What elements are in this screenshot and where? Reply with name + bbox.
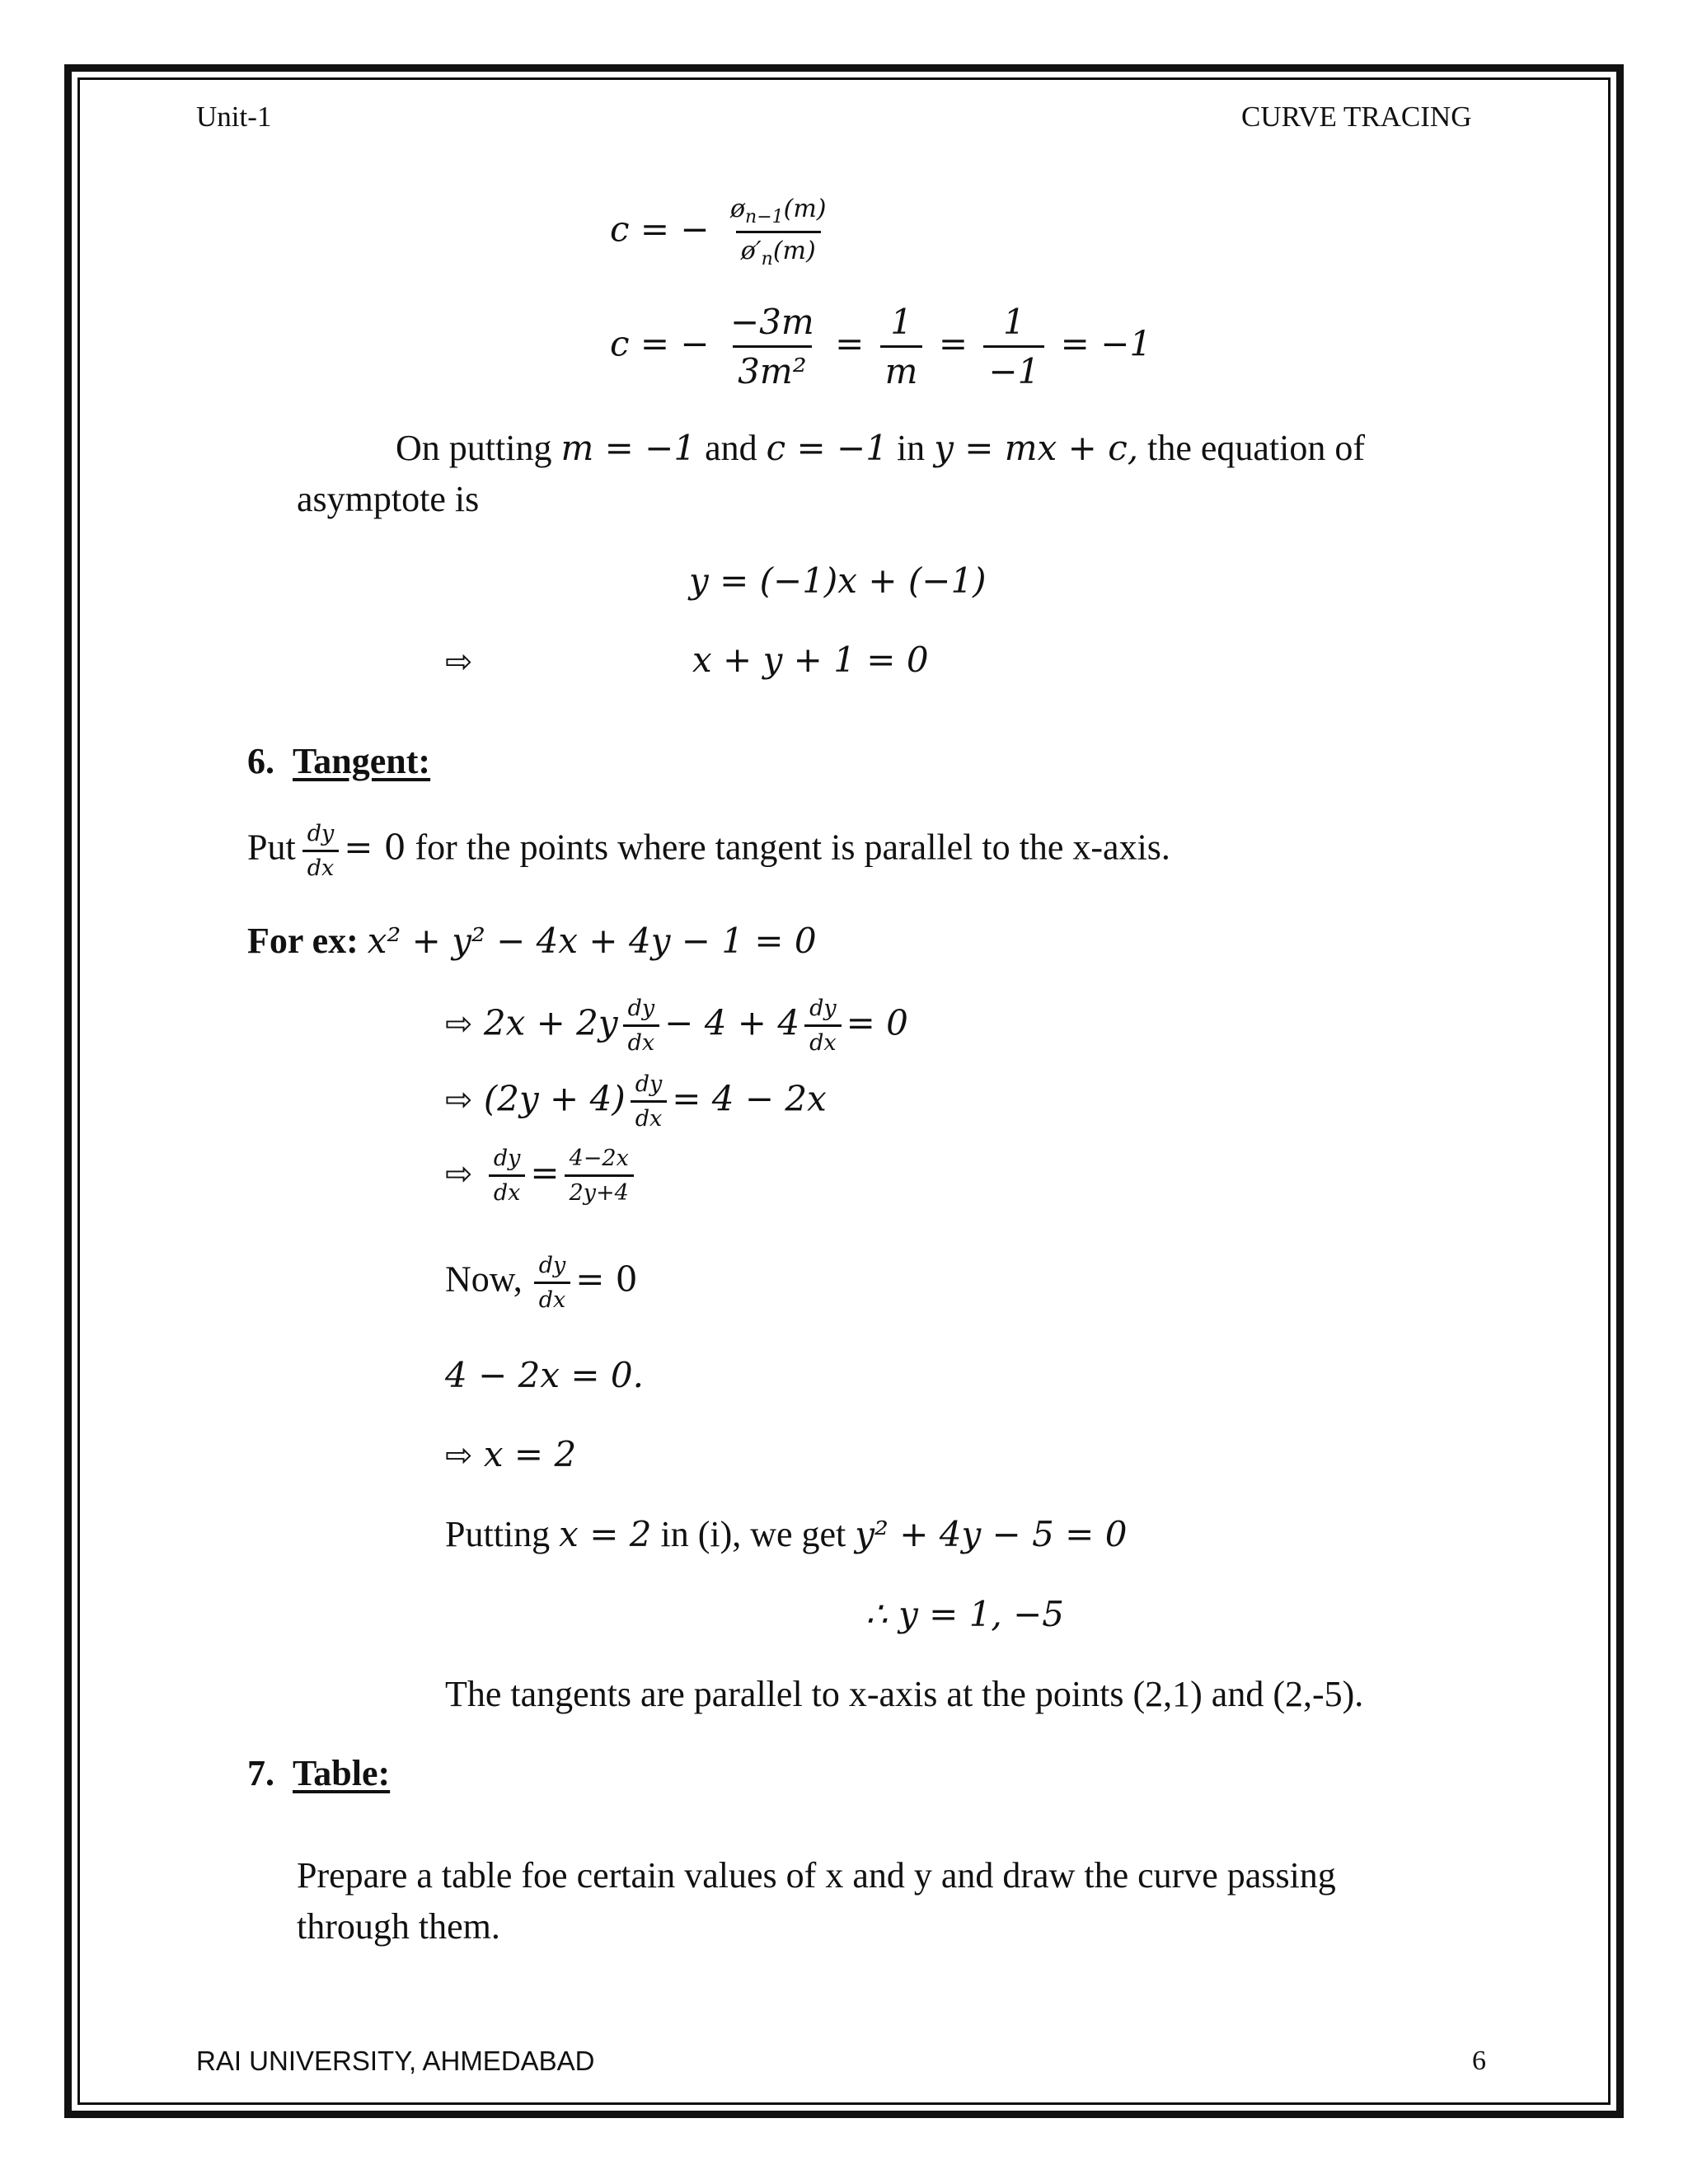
- equation-asymptote: y = (−1)x + (−1): [689, 560, 987, 601]
- implies-arrow-icon: ⇨: [445, 1436, 473, 1474]
- implies-arrow-icon: ⇨: [445, 1080, 473, 1119]
- table-paragraph-line1: Prepare a table foe certain values of x and y and draw the curve passing: [297, 1855, 1336, 1896]
- derivation-step-2: ⇨ (2y + 4) $\frac{dy}{dx}$ = 4 − 2x: [445, 1071, 827, 1132]
- header-unit: Unit-1: [196, 101, 272, 133]
- section-7-heading: 7. Table:: [247, 1753, 391, 1793]
- equation-c-value: c = − $\frac{-3m}{\text{3m²}}$ = $\frac{1}{m}$ = $\frac{1}{-1}$ = −1: [610, 302, 1152, 391]
- equation-asymptote-final: x + y + 1 = 0: [692, 640, 929, 680]
- derivative-zero: Now, $\frac{dy}{dx}$ = 0: [445, 1253, 638, 1313]
- y-solutions: ∴ y = 1, −5: [865, 1594, 1065, 1634]
- header-title: CURVE TRACING: [1241, 101, 1472, 133]
- substitution-line: Putting x = 2 in (i), we get y² + 4y − 5 = 0: [445, 1514, 1128, 1554]
- section-6-heading: 6. Tangent:: [247, 741, 431, 781]
- derivation-step-5: ⇨ x = 2: [445, 1434, 577, 1474]
- tangent-conclusion: The tangents are parallel to x-axis at the points (2,1) and (2,-5).: [445, 1674, 1364, 1714]
- implies-arrow-icon: ⇨: [445, 1155, 473, 1193]
- page-number: 6: [1472, 2046, 1486, 2076]
- asymptote-sentence-line2: asymptote is: [297, 479, 480, 519]
- table-paragraph-line2: through them.: [297, 1906, 500, 1947]
- derivation-step-4: 4 − 2x = 0.: [445, 1355, 644, 1395]
- tangent-rule: Put $\frac{dy}{dx}$ = 0 for the points where tangent is parallel to the x-axis.: [247, 821, 1170, 881]
- asymptote-sentence: On putting m = −1 and c = −1 in y = mx + c, the equation of: [396, 428, 1366, 468]
- example-line: For ex: x² + y² − 4x + 4y − 1 = 0: [247, 921, 817, 961]
- implies-arrow-icon: ⇨: [445, 1005, 473, 1043]
- implies-arrow-icon: ⇨: [445, 643, 473, 681]
- derivation-step-1: ⇨ 2x + 2y $\frac{dy}{dx}$ − 4 + 4 $\frac{dy}{dx}$ = 0: [445, 996, 908, 1056]
- footer-university: RAI UNIVERSITY, AHMEDABAD: [196, 2046, 595, 2076]
- derivation-step-3: ⇨ $\frac{dy}{dx}$ = $\frac{4-2x}{2y+4}$: [445, 1146, 639, 1206]
- equation-c-general: c = − $\frac{ø_{n-1}(m)}{ø'_n(m)}$: [610, 194, 827, 269]
